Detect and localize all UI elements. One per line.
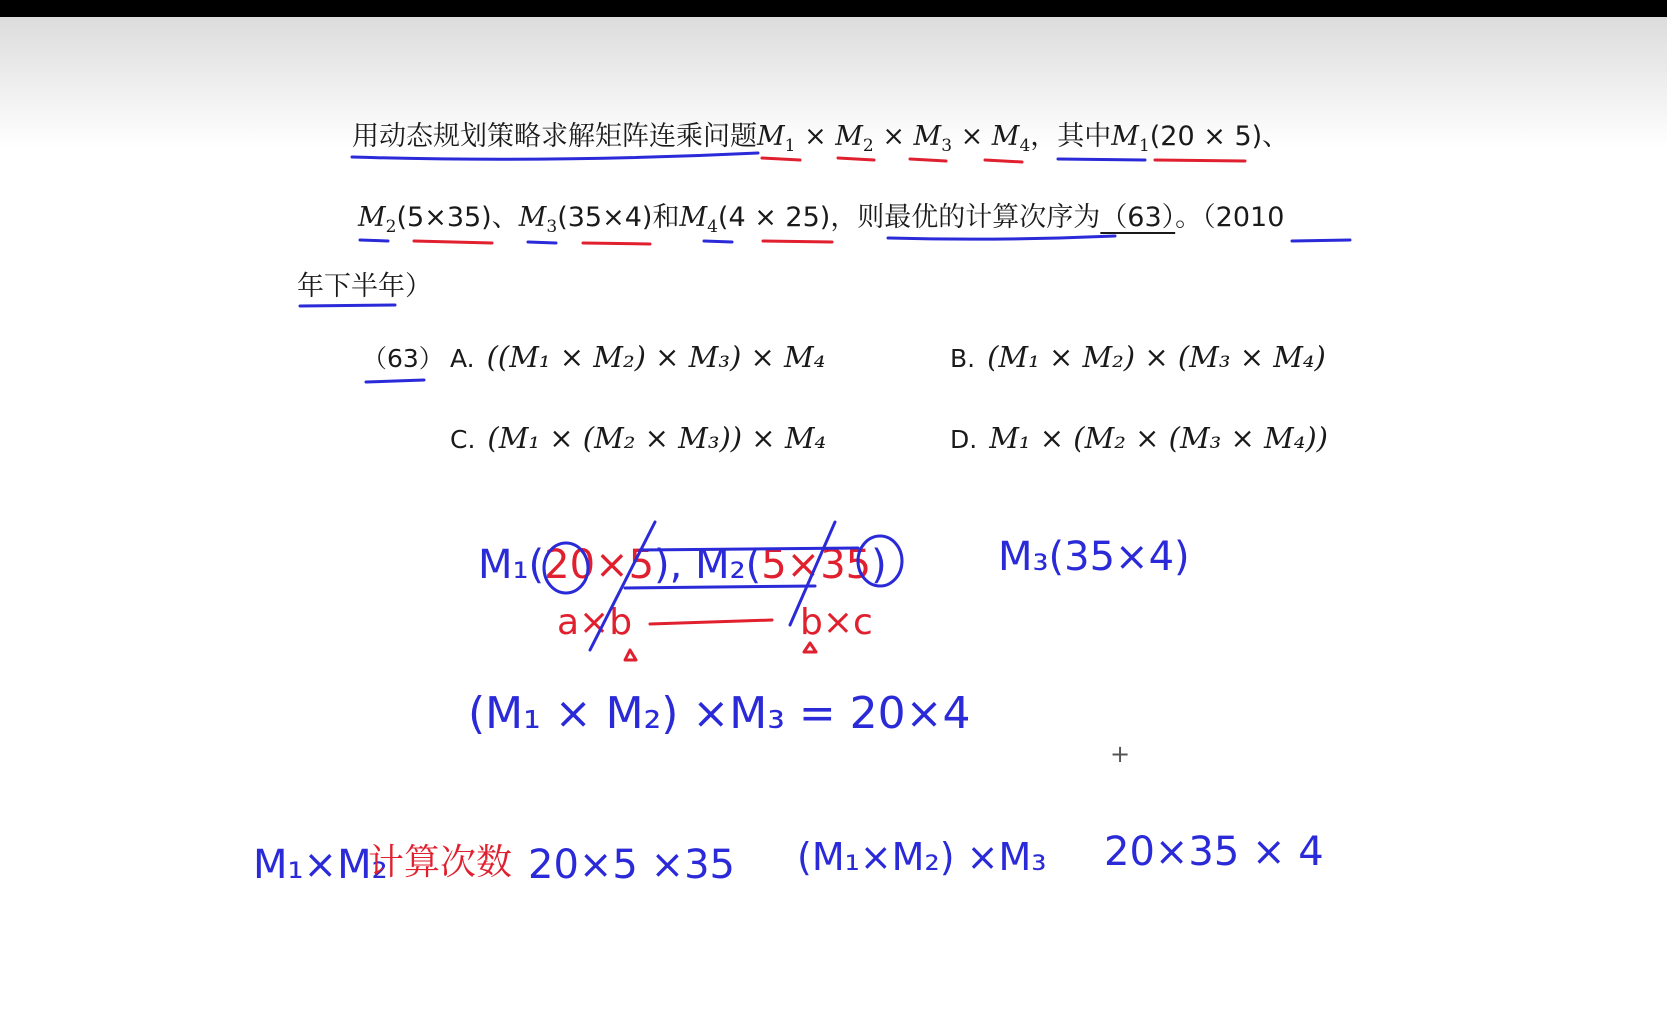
answer-blank: （63） (1100, 202, 1176, 233)
question-mid: ，其中 (1030, 121, 1112, 152)
hw-x5: ×5 (595, 542, 655, 588)
sep-1: 、 (491, 202, 519, 233)
hw-m3: M₃(35×4) (998, 534, 1190, 580)
ink-underline-m4dims (763, 241, 832, 242)
hw-row4-red: 计算次数 (368, 842, 513, 883)
m4-symbol: $M_4$ (679, 202, 718, 237)
question-prefix: 用动态规划策略求解矩阵连乘问题 (352, 121, 757, 152)
top-bar (0, 0, 1667, 17)
option-b-expr: (M₁ × M₂) × (M₃ × M₄) (987, 340, 1326, 374)
ink-tri-2 (804, 643, 816, 652)
ink-underline-m2dims (414, 241, 492, 243)
hw-row4-left: M₁×M₂ (253, 842, 388, 888)
hw-row3: (M₁ × M₂) ×M₃ = 20×4 (468, 688, 971, 739)
hw-row4-expr: (M₁×M₂) ×M₃ (797, 835, 1047, 879)
line1-end: 、 (1262, 121, 1290, 152)
ink-underline-qizhong (1058, 159, 1145, 160)
ink-underline-m3sym (528, 242, 556, 243)
m1-dims: (20 × 5) (1149, 121, 1263, 152)
hw-close1: ) (654, 542, 670, 588)
question-number: （63） (362, 344, 444, 373)
hw-axb: a×b (557, 602, 633, 643)
hw-row4-mid: 20×5 ×35 (528, 842, 735, 888)
m1-symbol: $M_1$ (1111, 121, 1150, 156)
ink-underline-order (888, 236, 1115, 239)
ink-underline-half (300, 305, 395, 306)
line2-text: ，则最优的计算次序为 (830, 202, 1101, 233)
m3-dims: (35×4) (557, 202, 653, 233)
hw-m1: M₁( (478, 542, 545, 588)
option-d-expr: M₁ × (M₂ × (M₃ × M₄)) (989, 421, 1328, 455)
ink-underline-year (1292, 240, 1350, 241)
hw-bxc: b×c (800, 602, 873, 643)
m4-dims: (4 × 25) (717, 202, 831, 233)
ink-underline-m3 (910, 159, 946, 161)
option-a (450, 340, 826, 374)
option-c-letter: C. (450, 425, 476, 454)
hw-row1 (478, 542, 887, 588)
option-c (450, 421, 827, 455)
option-c-expr: (M₁ × (M₂ × M₃)) × M₄ (487, 421, 827, 455)
hw-5x35: 5×35 (761, 542, 872, 588)
option-d-letter: D. (950, 425, 978, 454)
question-line-2 (358, 204, 1284, 236)
and-text: 和 (652, 202, 680, 233)
hw-20: 20 (544, 542, 596, 588)
ink-link-red (650, 620, 772, 624)
year-text: 。（2010 (1175, 202, 1285, 233)
hw-m2: , M₂( (669, 542, 762, 588)
option-a-expr: ((M₁ × M₂) × M₃) × M₄ (486, 340, 826, 374)
m2-dims: (5×35) (396, 202, 492, 233)
m2-symbol: $M_2$ (358, 202, 397, 237)
m3-symbol: $M_3$ (518, 202, 558, 237)
hw-row4-right: 20×35 × 4 (1104, 829, 1324, 875)
ink-underline-m4 (985, 160, 1022, 162)
matrix-chain: $M_1 \times M_2 \times M_3 \times M_4$ (757, 121, 1031, 156)
ink-underline-m1 (762, 158, 800, 160)
ink-underline-m4sym (704, 241, 732, 242)
ink-underline-m2 (838, 158, 874, 160)
option-a-letter: A. (450, 344, 475, 373)
hw-close2: ) (871, 542, 887, 588)
ink-underline-m2sym (360, 240, 388, 241)
ink-underline-63 (366, 380, 424, 382)
question-line-1 (352, 123, 1289, 155)
question-line-3: 年下半年） (297, 271, 432, 302)
option-b-letter: B. (950, 344, 976, 373)
option-d (950, 421, 1328, 455)
ink-underline-m3dims (583, 243, 650, 244)
option-b (950, 340, 1326, 374)
cursor-plus: + (1110, 740, 1131, 768)
ink-underline-m1dims (1155, 160, 1245, 161)
ink-tri-1 (625, 650, 636, 660)
